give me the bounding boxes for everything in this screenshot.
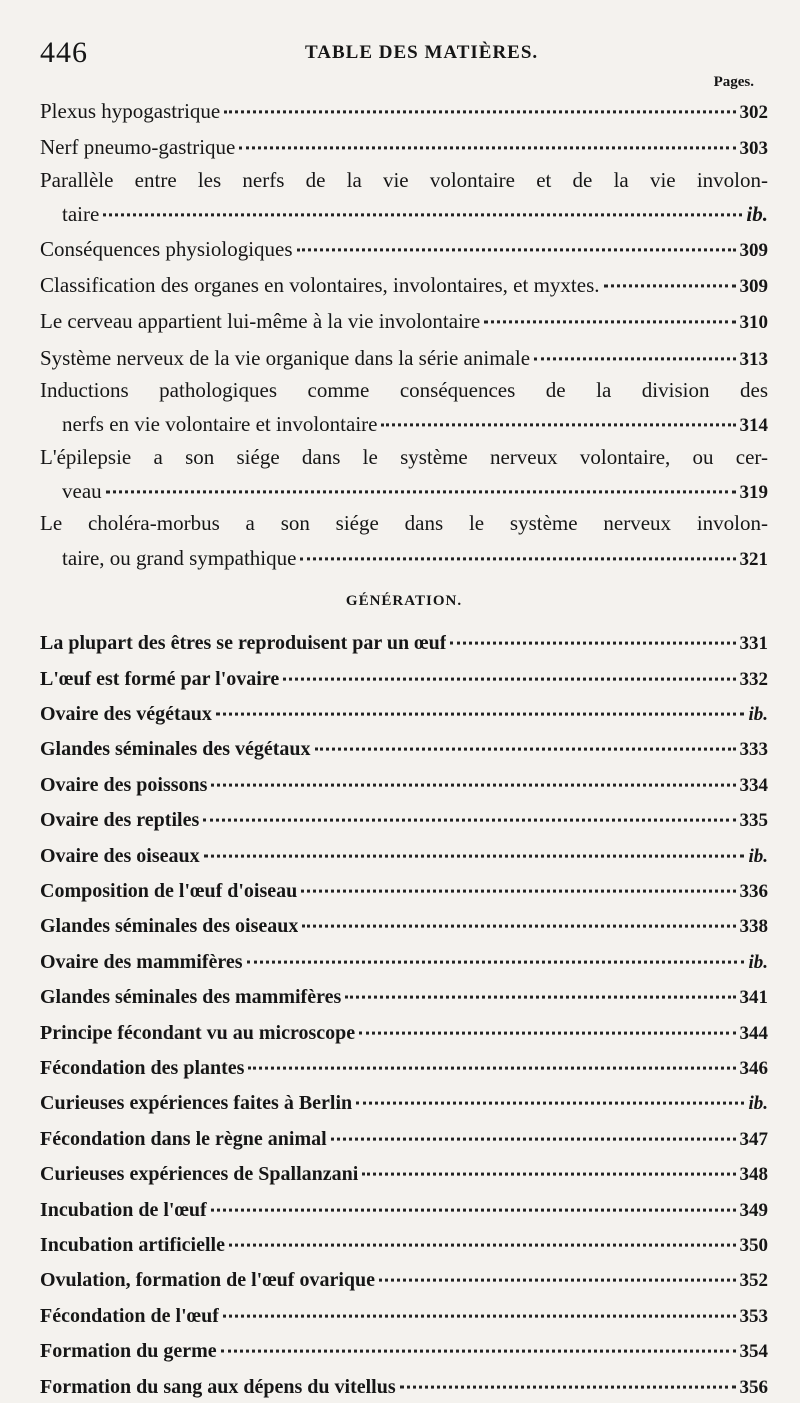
dot-leader	[247, 938, 745, 963]
table-of-contents	[40, 92, 768, 1403]
toc-entry-text-line1: Le choléra-morbus a son siége dans le système nerveux involon-	[40, 511, 768, 536]
toc-entry-text: Glandes séminales des oiseaux	[40, 915, 299, 938]
dot-leader	[534, 334, 735, 360]
toc-entry-text-line2: taire	[62, 202, 100, 227]
toc-entry-continuation	[40, 405, 768, 441]
toc-entry-text: Formation du sang aux dépens du vitellus	[40, 1375, 396, 1398]
dot-leader	[297, 225, 736, 251]
dot-leader	[211, 1186, 736, 1211]
toc-entry	[40, 375, 768, 442]
toc-entry-page: 356	[739, 1376, 768, 1398]
toc-entry-page: 334	[739, 774, 768, 796]
toc-entry-text: Principe fécondant vu au microscope	[40, 1021, 356, 1044]
toc-section-nerves	[40, 92, 768, 575]
toc-entry	[40, 339, 768, 375]
toc-entry-page: 319	[739, 482, 768, 504]
toc-entry-page: 338	[739, 916, 768, 938]
toc-entry-text: Curieuses expériences de Spallanzani	[40, 1163, 359, 1186]
toc-entry-text: Formation du germe	[40, 1340, 217, 1363]
toc-entry-text: Ovaire des poissons	[40, 773, 208, 796]
toc-entry-text: Ovaire des végétaux	[40, 702, 212, 725]
toc-entry-page: 332	[739, 668, 768, 690]
toc-entry-page: 309	[739, 239, 768, 261]
dot-leader	[248, 1045, 735, 1070]
toc-entry-page: 350	[739, 1235, 768, 1256]
toc-entry-page: 331	[739, 633, 768, 655]
toc-entry-page: 314	[739, 415, 768, 437]
dot-leader	[379, 1257, 735, 1282]
toc-section-generation	[40, 624, 768, 1403]
dot-leader	[106, 467, 736, 493]
toc-entry-page: 346	[739, 1057, 768, 1079]
dot-leader	[224, 87, 735, 113]
dot-leader	[216, 691, 745, 716]
dot-leader	[362, 1151, 735, 1176]
toc-entry-page: 333	[739, 739, 768, 761]
dot-leader	[283, 655, 735, 680]
toc-entry-text: Ovaire des reptiles	[40, 809, 200, 832]
toc-entry-page: 349	[739, 1199, 768, 1221]
toc-entry-continuation	[40, 539, 768, 575]
toc-entry	[40, 508, 768, 575]
toc-entry-page: 354	[739, 1341, 768, 1363]
toc-entry-text: Système nerveux de la vie organique dans la série animale	[40, 345, 531, 370]
toc-entry	[40, 1368, 768, 1403]
toc-entry-text-line2: nerfs en vie volontaire et involontaire	[62, 412, 378, 437]
toc-entry-text: Glandes séminales des végétaux	[40, 738, 311, 761]
toc-entry-text-line1: Parallèle entre les nerfs de la vie volontaire et de la vie involon-	[40, 167, 768, 192]
dot-leader	[381, 401, 735, 427]
toc-entry-text: Glandes séminales des mammifères	[40, 986, 342, 1009]
dot-leader	[301, 868, 735, 893]
dot-leader	[315, 726, 736, 751]
dot-leader	[331, 1115, 736, 1140]
toc-entry-text: Classification des organes en volontaires, involontaires, et myxtes.	[40, 272, 600, 297]
toc-entry-text-line1: L'épilepsie a son siége dans le système nerveux volontaire, ou cer-	[40, 444, 768, 469]
dot-leader	[359, 1009, 735, 1034]
toc-entry-page: ib.	[748, 845, 768, 867]
toc-entry-continuation	[40, 472, 768, 508]
dot-leader	[103, 190, 742, 216]
running-title: TABLE DES MATIÈRES.	[305, 42, 539, 63]
toc-entry-page: ib.	[748, 703, 768, 725]
toc-entry-page: 302	[739, 102, 768, 124]
section-heading-generation: GÉNÉRATION.	[345, 593, 463, 610]
toc-entry-page: 335	[739, 810, 768, 832]
toc-entry-text: Fécondation dans le règne animal	[40, 1127, 327, 1150]
dot-leader	[239, 124, 735, 150]
toc-entry-text: La plupart des êtres se reproduisent par un œuf	[40, 632, 447, 655]
toc-entry-page: 352	[739, 1270, 768, 1292]
toc-entry-text: Fécondation de l'œuf	[40, 1304, 219, 1327]
toc-entry-page: 309	[739, 275, 768, 297]
toc-entry-text-line1: Inductions pathologiques comme conséquences de la division des	[40, 378, 768, 403]
toc-entry-text: Ovaire des oiseaux	[40, 844, 200, 867]
pages-column-label: Pages.	[713, 74, 754, 90]
toc-entry-text: Ovulation, formation de l'œuf ovarique	[40, 1269, 376, 1292]
toc-entry-text-line2: taire, ou grand sympathique	[62, 545, 297, 570]
toc-entry	[40, 128, 768, 164]
toc-entry-page: 353	[739, 1305, 768, 1327]
toc-entry	[40, 165, 768, 230]
toc-entry-page: 310	[739, 312, 768, 334]
toc-entry-page: 321	[739, 548, 768, 570]
dot-leader	[302, 903, 735, 928]
toc-entry-text: Curieuses expériences faites à Berlin	[40, 1092, 353, 1115]
toc-entry-page: 347	[739, 1128, 768, 1150]
toc-entry-text: Fécondation des plantes	[40, 1056, 245, 1079]
dot-leader	[229, 1222, 736, 1247]
dot-leader	[604, 261, 736, 287]
page-header	[40, 36, 760, 70]
toc-entry-text: Incubation de l'œuf	[40, 1198, 207, 1221]
dot-leader	[356, 1080, 744, 1105]
toc-entry-page: 341	[739, 987, 768, 1009]
toc-entry-text: Conséquences physiologiques	[40, 236, 293, 261]
toc-entry-text: Composition de l'œuf d'oiseau	[40, 879, 298, 902]
dot-leader	[300, 534, 735, 560]
dot-leader	[484, 298, 735, 324]
toc-entry-text-line2: veau	[62, 479, 102, 504]
toc-entry-page: 336	[739, 880, 768, 902]
toc-entry-page: 313	[739, 348, 768, 370]
toc-entry-text: Plexus hypogastrique	[40, 99, 221, 124]
dot-leader	[345, 974, 735, 999]
toc-entry-page: ib.	[748, 951, 768, 973]
page-number: 446	[40, 36, 88, 69]
toc-entry-page: ib.	[748, 1093, 768, 1115]
toc-entry-text: Incubation artificielle	[40, 1234, 225, 1256]
dot-leader	[221, 1328, 736, 1353]
dot-leader	[211, 761, 735, 786]
toc-entry-text: Nerf pneumo-gastrique	[40, 135, 236, 160]
toc-entry-page: ib.	[746, 202, 768, 227]
toc-entry-text: Le cerveau appartient lui-même à la vie involontaire	[40, 309, 481, 334]
dot-leader	[223, 1292, 736, 1317]
dot-leader	[203, 797, 735, 822]
toc-entry-page: 348	[739, 1164, 768, 1186]
dot-leader	[204, 832, 745, 857]
toc-entry-text: Ovaire des mammifères	[40, 950, 243, 973]
toc-entry	[40, 442, 768, 509]
toc-entry-text: L'œuf est formé par l'ovaire	[40, 667, 280, 690]
toc-entry-page: 344	[739, 1022, 768, 1044]
dot-leader	[400, 1363, 736, 1388]
toc-entry-page: 303	[739, 138, 768, 160]
dot-leader	[450, 620, 735, 645]
